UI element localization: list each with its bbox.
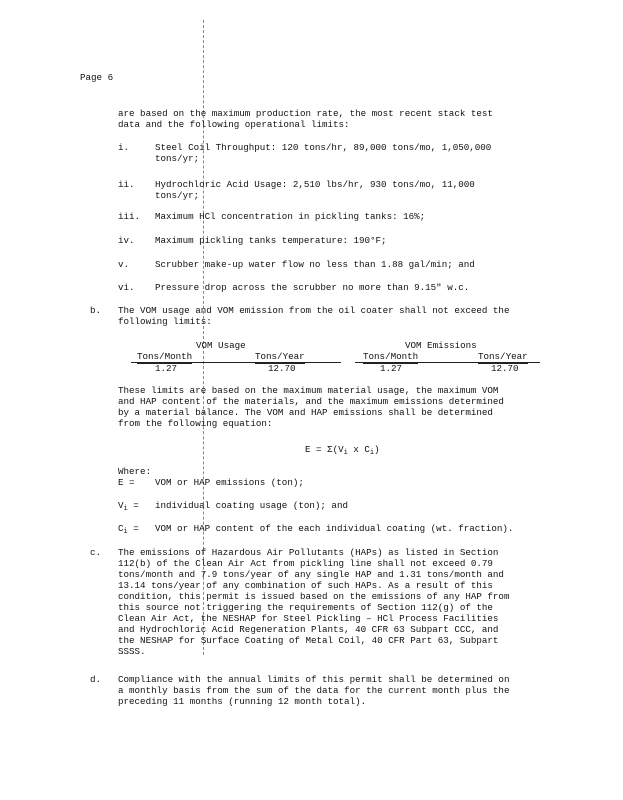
item-c-line: 13.14 tons/year of any combination of such HAPs. As a result of this — [118, 580, 493, 591]
table-group-header-emissions: VOM Emissions — [405, 340, 477, 351]
limit-1-line-2: tons/yr; — [155, 153, 200, 164]
where-def-text: individual coating usage (ton); and — [155, 500, 348, 511]
limit-num-1: i. — [118, 142, 130, 153]
where-symbol: $C_i$ = — [118, 523, 139, 536]
limits-para-line-1: These limits are based on the maximum material usage, the maximum VOM — [118, 385, 499, 396]
limits-para-line-4: from the following equation: — [118, 418, 273, 429]
item-d-line: a monthly basis from the sum of the data for the current month plus the — [118, 685, 510, 696]
limits-para-line-2: and HAP content of the materials, and the maximum emissions determined — [118, 396, 504, 407]
equation-sub: i — [369, 449, 375, 457]
item-c-line: this source not triggering the requirements of Section 112(g) of the — [118, 602, 493, 613]
table-col-header: Tons/Year — [255, 351, 305, 362]
table-cell: 1.27 — [155, 363, 178, 374]
equation-part: E = Σ(V — [305, 444, 344, 455]
equation-sub: i — [343, 449, 348, 457]
where-symbol: $V_i$ = — [118, 500, 139, 513]
intro-line-1: are based on the maximum production rate, the most recent stack test — [118, 108, 493, 119]
item-d-label: d. — [90, 674, 102, 685]
limit-6-line-1: Pressure drop across the scrubber no more than 9.15" w.c. — [155, 282, 470, 293]
symbol-text: E — [118, 477, 124, 488]
limit-3-line-1: Maximum HCl concentration in pickling tanks: 16%; — [155, 211, 426, 222]
limit-5-line-1: Scrubber make-up water flow no less than 1.88 gal/min; and — [155, 259, 475, 270]
item-b-label: b. — [90, 305, 102, 316]
table-col-header: Tons/Month — [137, 351, 193, 362]
table-cell: 1.27 — [380, 363, 403, 374]
item-b-line-1: The VOM usage and VOM emission from the oil coater shall not exceed the — [118, 305, 510, 316]
limit-2-line-2: tons/yr; — [155, 190, 200, 201]
equation-part: x C — [347, 444, 370, 455]
where-symbol: E = — [118, 477, 135, 488]
limit-num-3: iii. — [118, 211, 141, 222]
symbol-text: C — [118, 523, 124, 534]
limit-num-5: v. — [118, 259, 130, 270]
item-c-label: c. — [90, 547, 102, 558]
page-header: Page 6 — [80, 72, 114, 83]
emission-equation — [305, 444, 380, 457]
limits-para-line-3: by a material balance. The VOM and HAP emissions shall be determined — [118, 407, 493, 418]
item-b-line-2: following limits: — [118, 316, 212, 327]
symbol-sub: i — [123, 505, 128, 513]
table-group-header-usage: VOM Usage — [196, 340, 246, 351]
symbol-text: V — [118, 500, 124, 511]
table-col-header: Tons/Month — [363, 351, 419, 362]
where-def-text: VOM or HAP content of the each individual coating (wt. fraction). — [155, 523, 514, 534]
item-c-line: SSSS. — [118, 646, 146, 657]
table-cell: 12.70 — [268, 363, 296, 374]
item-c-line: 112(b) of the Clean Air Act from pickling line shall not exceed 0.79 — [118, 558, 493, 569]
item-c-line: the NESHAP for Surface Coating of Metal Coil, 40 CFR Part 63, Subpart — [118, 635, 499, 646]
item-d-line: preceding 11 months (running 12 month total). — [118, 696, 367, 707]
item-d-line: Compliance with the annual limits of this permit shall be determined on — [118, 674, 510, 685]
limit-1-line-1: Steel Coil Throughput: 120 tons/hr, 89,000 tons/mo, 1,050,000 — [155, 142, 492, 153]
item-c-line: tons/month and 7.9 tons/year of any single HAP and 1.31 tons/month and — [118, 569, 504, 580]
limit-num-6: vi. — [118, 282, 135, 293]
table-cell: 12.70 — [491, 363, 519, 374]
symbol-sub: i — [123, 528, 128, 536]
item-c-line: and Hydrochloric Acid Regeneration Plants, 40 CFR 63 Subpart CCC, and — [118, 624, 499, 635]
item-c-line: Clean Air Act, the NESHAP for Steel Pickling – HCl Process Facilities — [118, 613, 499, 624]
limit-num-2: ii. — [118, 179, 135, 190]
where-def-text: VOM or HAP emissions (ton); — [155, 477, 304, 488]
limit-2-line-1: Hydrochloric Acid Usage: 2,510 lbs/hr, 930 tons/mo, 11,000 — [155, 179, 475, 190]
limit-num-4: iv. — [118, 235, 135, 246]
intro-line-2: data and the following operational limits: — [118, 119, 350, 130]
limit-4-line-1: Maximum pickling tanks temperature: 190°F; — [155, 235, 387, 246]
item-c-line: The emissions of Hazardous Air Pollutants (HAPs) as listed in Section — [118, 547, 499, 558]
table-col-header: Tons/Year — [478, 351, 528, 362]
equation-part: ) — [374, 444, 380, 455]
item-c-line: condition, this permit is issued based on the emissions of any HAP from — [118, 591, 510, 602]
where-label: Where: — [118, 466, 152, 477]
